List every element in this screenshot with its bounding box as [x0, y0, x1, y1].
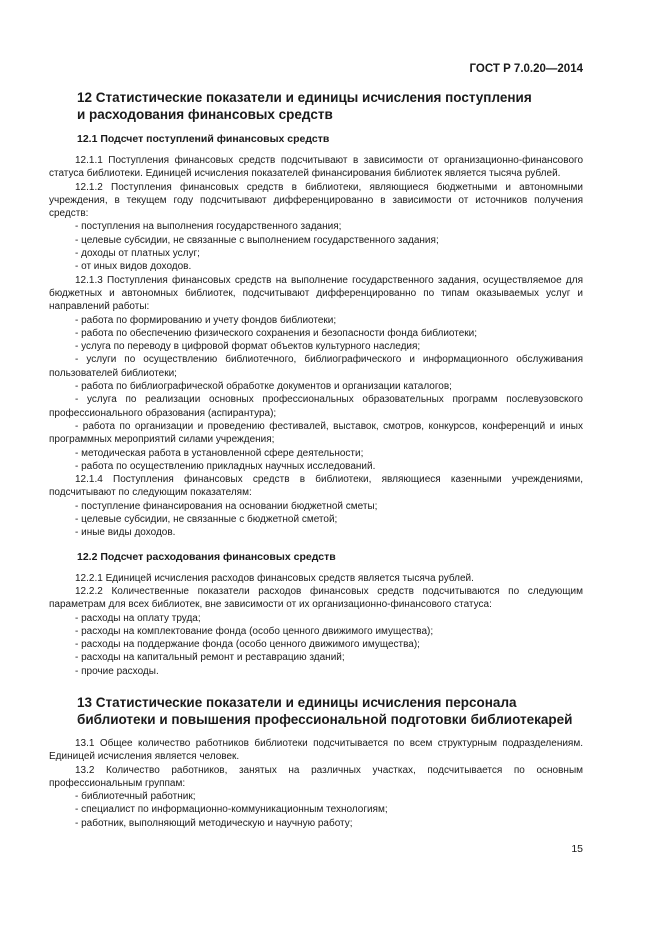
paragraph-12-2-1: 12.2.1 Единицей исчисления расходов финансовых средств является тысяча рублей. [75, 572, 474, 584]
list-item: - доходы от платных услуг; [75, 248, 200, 260]
page-content [49, 89, 583, 830]
list-item: - библиотечный работник; [75, 791, 196, 803]
list-12-1-2 [75, 220, 583, 273]
list-item: - расходы на поддержание фонда (особо ценного движимого имущества); [75, 639, 420, 651]
section-12-title [77, 89, 583, 123]
page-number: 15 [571, 843, 583, 855]
list-item: - работа по библиографической обработке документов и организации каталогов; [75, 381, 452, 393]
list-12-1-4 [75, 500, 583, 540]
paragraph-12-1-3: 12.1.3 Поступления финансовых средств на выполнение государственного задания, осуществляемое для бюджетных и автономных библиотек, подсчитывают дифференцированно по типам оказываемых услуг и направлений работы: [49, 274, 583, 313]
list-item: - специалист по информационно-коммуникационным технологиям; [75, 804, 388, 816]
subsection-12-2-title: 12.2 Подсчет расходования финансовых средств [77, 550, 336, 563]
list-item: - услуга по переводу в цифровой формат объектов культурного наследия; [75, 341, 421, 353]
section-12-title-line1: 12 Статистические показатели и единицы исчисления поступления [77, 90, 532, 105]
paragraph-12-2-2: 12.2.2 Количественные показатели расходов финансовых средств подсчитываются по следующим параметрам для всех библиотек, вне зависимости от их организационно-финансового статуса: [49, 585, 583, 611]
list-item: - методическая работа в установленной сфере деятельности; [75, 447, 364, 459]
list-item: - целевые субсидии, не связанные с выполнением государственного задания; [75, 234, 439, 246]
list-13-2 [75, 790, 583, 830]
list-item: - от иных видов доходов. [75, 261, 192, 273]
list-item: - работа по осуществлению прикладных научных исследований. [75, 460, 376, 472]
list-item: - прочие расходы. [75, 665, 159, 677]
list-item: - работа по организации и проведению фестивалей, выставок, смотров, конкурсов, конференций и иных программных мероприятий силами учреждения; [49, 420, 583, 446]
list-item: - услуга по реализации основных профессиональных образовательных программ послевузовского профессионального образования (аспирантура); [49, 394, 583, 419]
paragraph-12-1-1: 12.1.1 Поступления финансовых средств подсчитывают в зависимости от организационно-финансового статуса библиотеки. Единицей исчисления показателей финансирования библиотек является тысяча рублей. [49, 155, 583, 180]
list-item: - работник, выполняющий методическую и научную работу; [75, 817, 353, 829]
list-item: - поступления на выполнения государственного задания; [75, 221, 342, 233]
list-12-1-3 [49, 314, 583, 474]
list-item: - расходы на комплектование фонда (особо ценного движимого имущества); [75, 625, 434, 637]
list-item: - работа по обеспечению физического сохранения и безопасности фонда библиотеки; [75, 327, 478, 339]
section-13-title-line1: 13 Статистические показатели и единицы исчисления персонала [77, 694, 517, 710]
list-item: - работа по формированию и учету фондов библиотеки; [75, 314, 337, 326]
subsection-12-1-title: 12.1 Подсчет поступлений финансовых средств [77, 133, 330, 145]
standard-code: ГОСТ Р 7.0.20—2014 [469, 63, 583, 75]
paragraph-12-1-4: 12.1.4 Поступления финансовых средств в библиотеки, являющиеся казенными учреждениями, подсчитывают по следующим показателям: [49, 474, 583, 499]
paragraph-12-1-2: 12.1.2 Поступления финансовых средств в библиотеки, являющиеся бюджетными и автономными учреждения, в текущем году подсчитывают дифференцированно в зависимости от источников получения средств: [49, 181, 583, 220]
section-13-title [77, 694, 583, 728]
section-13-title-line2: библиотеки и повышения профессиональной подготовки библиотекарей [77, 711, 573, 727]
list-item: - расходы на капитальный ремонт и реставрацию зданий; [75, 652, 345, 664]
list-item: - целевые субсидии, не связанные с бюджетной сметой; [75, 514, 338, 526]
paragraph-13-2: 13.2 Количество работников, занятых на различных участках, подсчитывается по основным профессиональным группам: [49, 764, 583, 789]
section-12-title-line2: и расходования финансовых средств [77, 107, 333, 122]
list-item: - иные виды доходов. [75, 527, 176, 539]
list-item: - услуги по осуществлению библиотечного, библиографического и информационного обслуживания пользователей библиотеки; [49, 354, 583, 379]
paragraph-13-1: 13.1 Общее количество работников библиотеки подсчитывается по всем структурным подразделениям. Единицей исчисления является человек. [49, 737, 583, 763]
list-item: - расходы на оплату труда; [75, 612, 201, 624]
list-12-2-2 [75, 612, 583, 678]
list-item: - поступление финансирования на основании бюджетной сметы; [75, 500, 378, 512]
